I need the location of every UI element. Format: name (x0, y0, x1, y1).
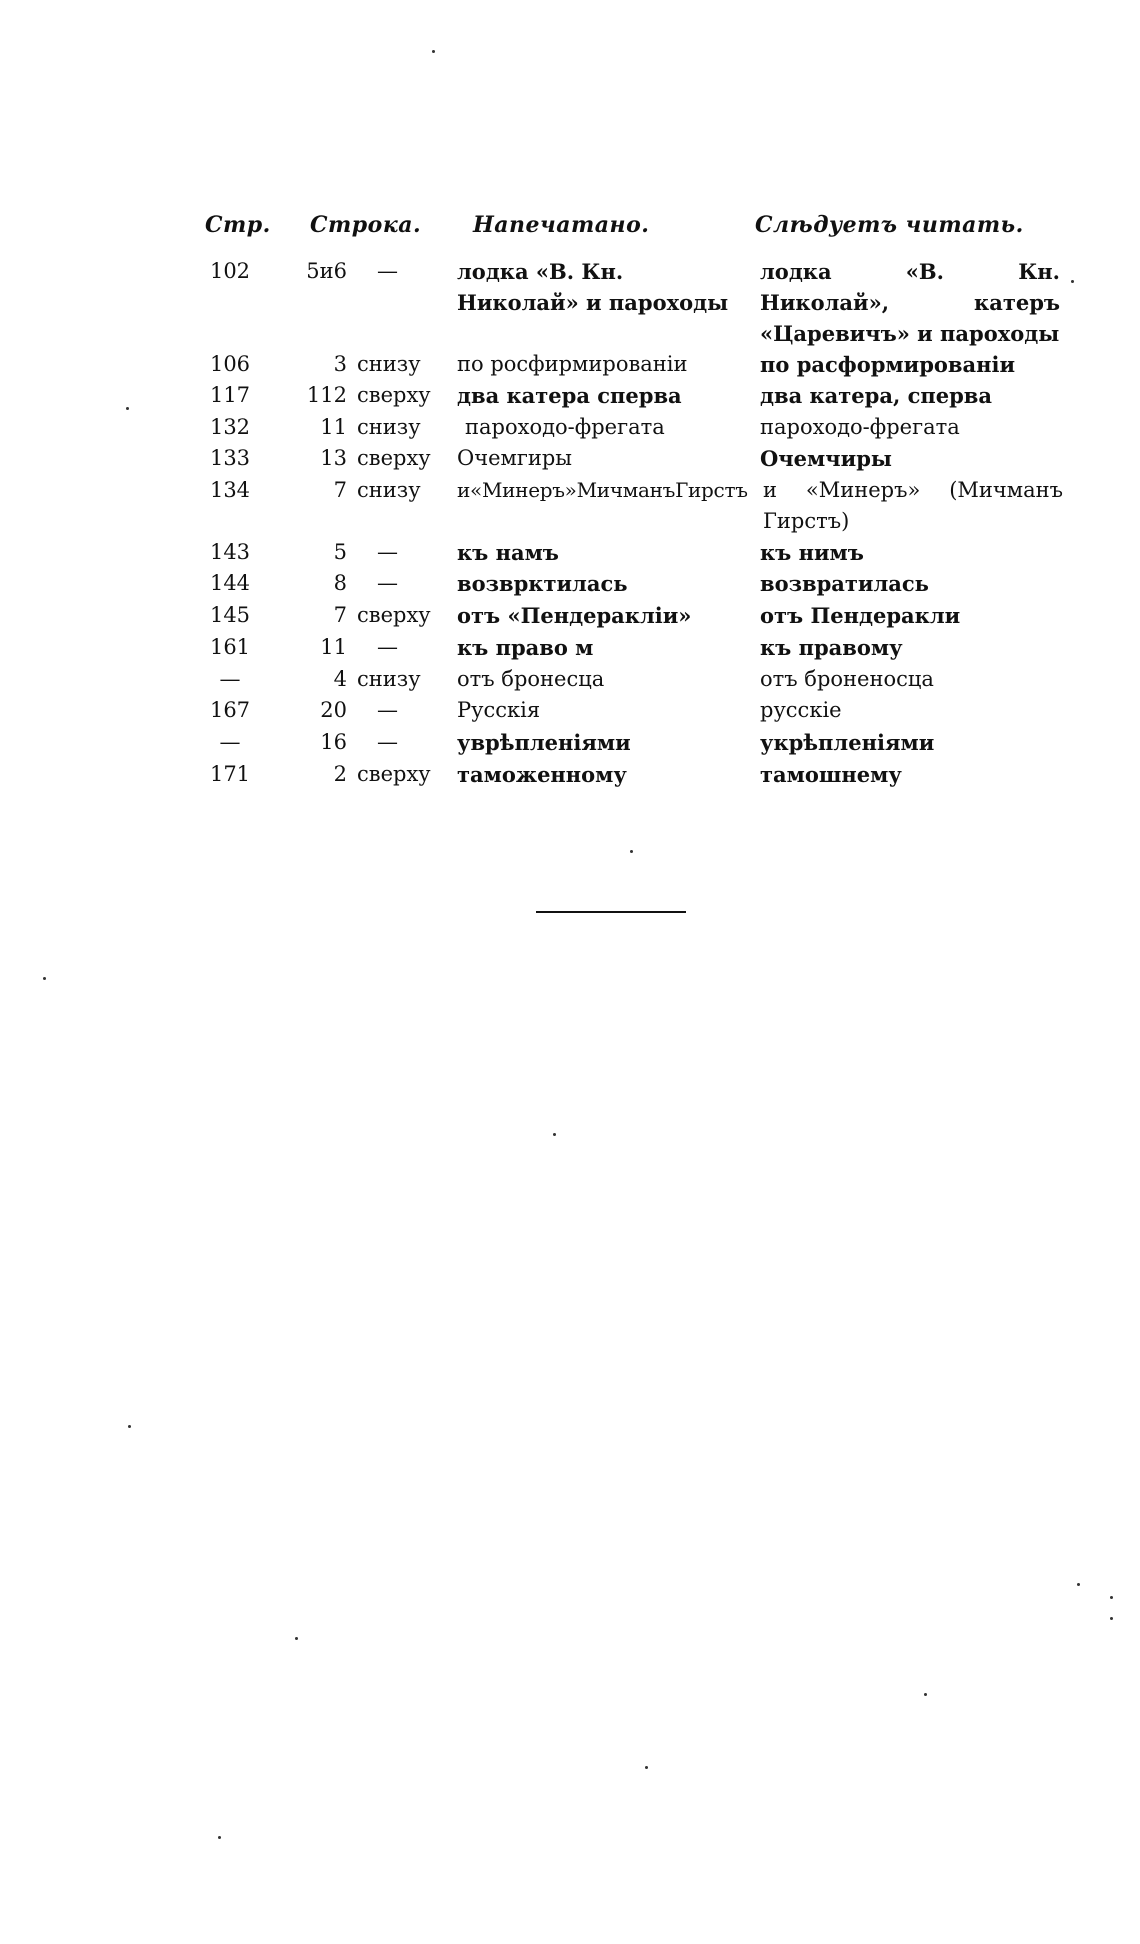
row-where: — (377, 540, 398, 564)
errata-header-row (195, 212, 1065, 256)
row-printed: отъ бронесца (457, 667, 605, 691)
closing-rule (536, 911, 686, 913)
row-printed: къ намъ (457, 540, 559, 565)
row-line: 8 (333, 571, 347, 595)
row-should-read: два катера, сперва (760, 383, 992, 408)
scan-speck (1110, 1617, 1113, 1620)
row-should-read: отъ Пендеракли (760, 603, 961, 628)
row-should-read: по расформированіи (760, 352, 1016, 377)
scan-speck (432, 50, 435, 53)
row-page: 117 (209, 383, 251, 407)
row-line: 3 (333, 352, 347, 376)
row-line: 7 (333, 478, 347, 502)
header-should-read: Слѣдуетъ читать. (755, 212, 1024, 238)
row-page: 144 (209, 571, 251, 595)
errata-row (195, 380, 1065, 412)
row-where: сверху (357, 762, 431, 786)
row-line: 7 (333, 603, 347, 627)
row-line: 11 (320, 415, 347, 439)
scan-speck (43, 977, 46, 980)
row-line: 4 (333, 667, 347, 691)
row-page: 133 (209, 446, 251, 470)
scan-speck (295, 1637, 298, 1640)
errata-row (195, 412, 1065, 443)
row-should-read: пароходо-фрегата (760, 415, 960, 439)
row-page: 132 (209, 415, 251, 439)
row-should-read: тамошнему (760, 762, 902, 787)
row-should-read: лодка «В. Кн. Николай», катеръ «Царевичъ» и пароходы (760, 259, 1060, 346)
errata-row (195, 632, 1065, 664)
row-should-read: къ нимъ (760, 540, 864, 565)
row-where: — (377, 698, 398, 722)
row-printed: Русскія (457, 698, 541, 722)
row-where: снизу (357, 478, 421, 502)
scan-speck (924, 1693, 927, 1696)
errata-row (195, 600, 1065, 632)
row-where: сверху (357, 603, 431, 627)
scan-speck (553, 1133, 556, 1136)
header-printed: Напечатано. (473, 212, 650, 238)
row-page: 145 (209, 603, 251, 627)
row-printed: отъ «Пендеракліи» (457, 603, 692, 628)
row-should-read: возвратилась (760, 571, 929, 596)
row-where: снизу (357, 667, 421, 691)
row-printed: два катера сперва (457, 383, 682, 408)
row-line: 11 (320, 635, 347, 659)
row-line: 2 (333, 762, 347, 786)
row-printed: къ право м (457, 635, 594, 660)
row-where: — (377, 259, 398, 283)
row-printed: лодка «В. Кн. Николай» и пароходы (457, 259, 729, 315)
errata-row (195, 443, 1065, 475)
scan-speck (128, 1425, 131, 1428)
scan-speck (630, 850, 633, 853)
errata-row (195, 256, 1065, 349)
row-printed: возврктилась (457, 571, 628, 596)
row-printed: уврѣпленіями (457, 730, 631, 755)
row-printed: Очемгиры (457, 446, 573, 470)
row-printed: по росфирмированіи (457, 352, 688, 376)
row-page: 161 (209, 635, 251, 659)
row-page: 171 (209, 762, 251, 786)
row-line: 16 (320, 730, 347, 754)
row-page: 106 (209, 352, 251, 376)
row-line: 112 (306, 383, 347, 407)
errata-row (195, 349, 1065, 380)
scan-speck (645, 1766, 648, 1769)
errata-row (195, 695, 1065, 727)
row-line: 13 (320, 446, 347, 470)
scan-speck (1071, 280, 1074, 283)
errata-table (195, 212, 1065, 791)
header-line: Строка. (310, 212, 422, 238)
row-where: сверху (357, 446, 431, 470)
errata-row (195, 568, 1065, 600)
row-should-read: и «Минеръ» (Мичманъ Гирстъ) (763, 478, 1063, 533)
row-should-read: отъ броненосца (760, 667, 934, 691)
row-where: снизу (357, 415, 421, 439)
row-printed: и«Минеръ»МичманъГирстъ (457, 478, 748, 502)
row-where: — (377, 571, 398, 595)
row-should-read: укрѣпленіями (760, 730, 935, 755)
row-line: 5 (333, 540, 347, 564)
row-line: 5и6 (306, 259, 347, 283)
scan-speck (1110, 1596, 1113, 1599)
errata-row (195, 664, 1065, 695)
row-page: 134 (209, 478, 251, 502)
errata-row (195, 759, 1065, 791)
row-where: — (377, 730, 398, 754)
row-page: — (219, 667, 241, 691)
scan-speck (1077, 1583, 1080, 1586)
errata-row (195, 537, 1065, 568)
scan-speck (126, 407, 129, 410)
row-where: снизу (357, 352, 421, 376)
row-should-read: къ правому (760, 635, 903, 660)
row-where: сверху (357, 383, 431, 407)
row-printed: таможенному (457, 762, 627, 787)
scan-speck (218, 1836, 221, 1839)
errata-row (195, 727, 1065, 759)
row-should-read: русскіе (760, 698, 842, 722)
row-should-read: Очемчиры (760, 446, 892, 471)
row-page: — (219, 730, 241, 754)
row-page: 143 (209, 540, 251, 564)
row-line: 20 (320, 698, 347, 722)
row-page: 102 (209, 259, 251, 283)
row-where: — (377, 635, 398, 659)
row-page: 167 (209, 698, 251, 722)
header-page: Стр. (205, 212, 271, 238)
errata-row (195, 475, 1065, 537)
row-printed: пароходо-фрегата (465, 415, 665, 439)
